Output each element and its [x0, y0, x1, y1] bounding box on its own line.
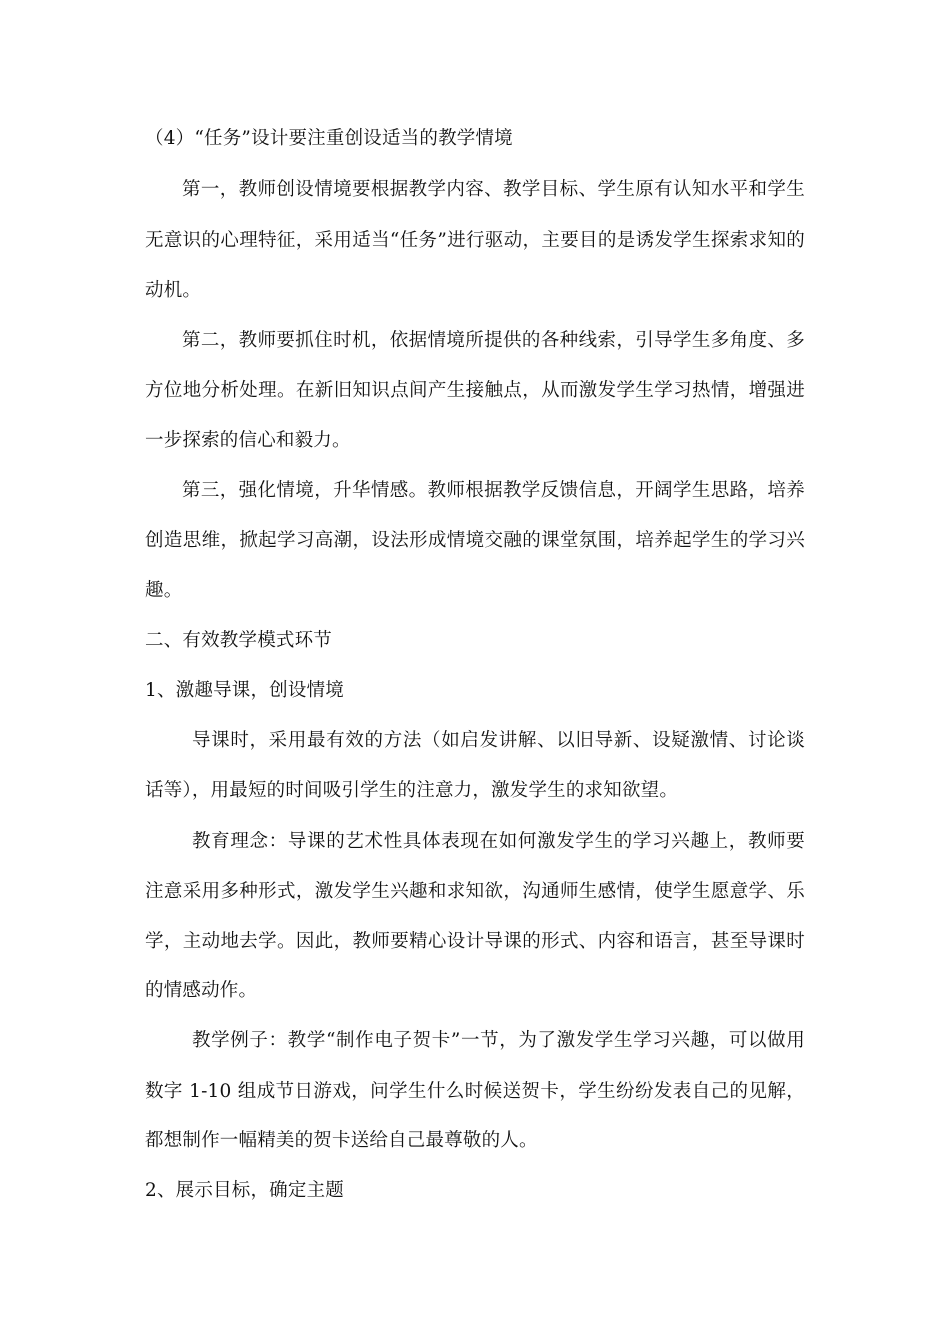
- subheading-show-goals: 2、展示目标，确定主题: [145, 1180, 344, 1201]
- subheading-interest-intro: 1、激趣导课，创设情境: [145, 680, 344, 701]
- paragraph-concept-line-4: 的情感动作。: [145, 980, 258, 1001]
- section-heading-task-design: （4）“任务”设计要注重创设适当的教学情境: [145, 128, 513, 149]
- paragraph-intro-line-2: 话等），用最短的时间吸引学生的注意力，激发学生的求知欲望。: [145, 780, 679, 801]
- paragraph-third-line-2: 创造思维，掀起学习高潮，设法形成情境交融的课堂氛围，培养起学生的学习兴: [145, 530, 805, 551]
- paragraph-first-line-1: 第一，教师创设情境要根据教学内容、教学目标、学生原有认知水平和学生: [182, 179, 805, 200]
- paragraph-concept-line-2: 注意采用多种形式，激发学生兴趣和求知欲，沟通师生感情，使学生愿意学、乐: [145, 881, 805, 902]
- paragraph-second-line-1: 第二，教师要抓住时机，依据情境所提供的各种线索，引导学生多角度、多: [182, 330, 805, 351]
- paragraph-concept-line-3: 学，主动地去学。因此，教师要精心设计导课的形式、内容和语言，甚至导课时: [145, 931, 805, 952]
- paragraph-second-line-2: 方位地分析处理。在新旧知识点间产生接触点，从而激发学生学习热情，增强进: [145, 380, 805, 401]
- paragraph-first-line-3: 动机。: [145, 280, 202, 301]
- paragraph-third-line-3: 趣。: [145, 580, 183, 601]
- paragraph-example-line-1: 教学例子：教学“制作电子贺卡”一节，为了激发学生学习兴趣，可以做用: [192, 1030, 805, 1051]
- paragraph-example-line-2: 数字 1-10 组成节日游戏，问学生什么时候送贺卡，学生纷纷发表自己的见解，: [145, 1081, 805, 1102]
- paragraph-first-line-2: 无意识的心理特征，采用适当“任务”进行驱动，主要目的是诱发学生探索求知的: [145, 230, 805, 251]
- paragraph-concept-line-1: 教育理念：导课的艺术性具体表现在如何激发学生的学习兴趣上，教师要: [192, 831, 805, 852]
- paragraph-intro-line-1: 导课时，采用最有效的方法（如启发讲解、以旧导新、设疑激情、讨论谈: [192, 730, 805, 751]
- paragraph-second-line-3: 一步探索的信心和毅力。: [145, 430, 351, 451]
- paragraph-third-line-1: 第三，强化情境，升华情感。教师根据教学反馈信息，开阔学生思路，培养: [182, 480, 805, 501]
- paragraph-example-line-3: 都想制作一幅精美的贺卡送给自己最尊敬的人。: [145, 1130, 538, 1151]
- section-heading-teaching-mode: 二、有效教学模式环节: [145, 630, 333, 651]
